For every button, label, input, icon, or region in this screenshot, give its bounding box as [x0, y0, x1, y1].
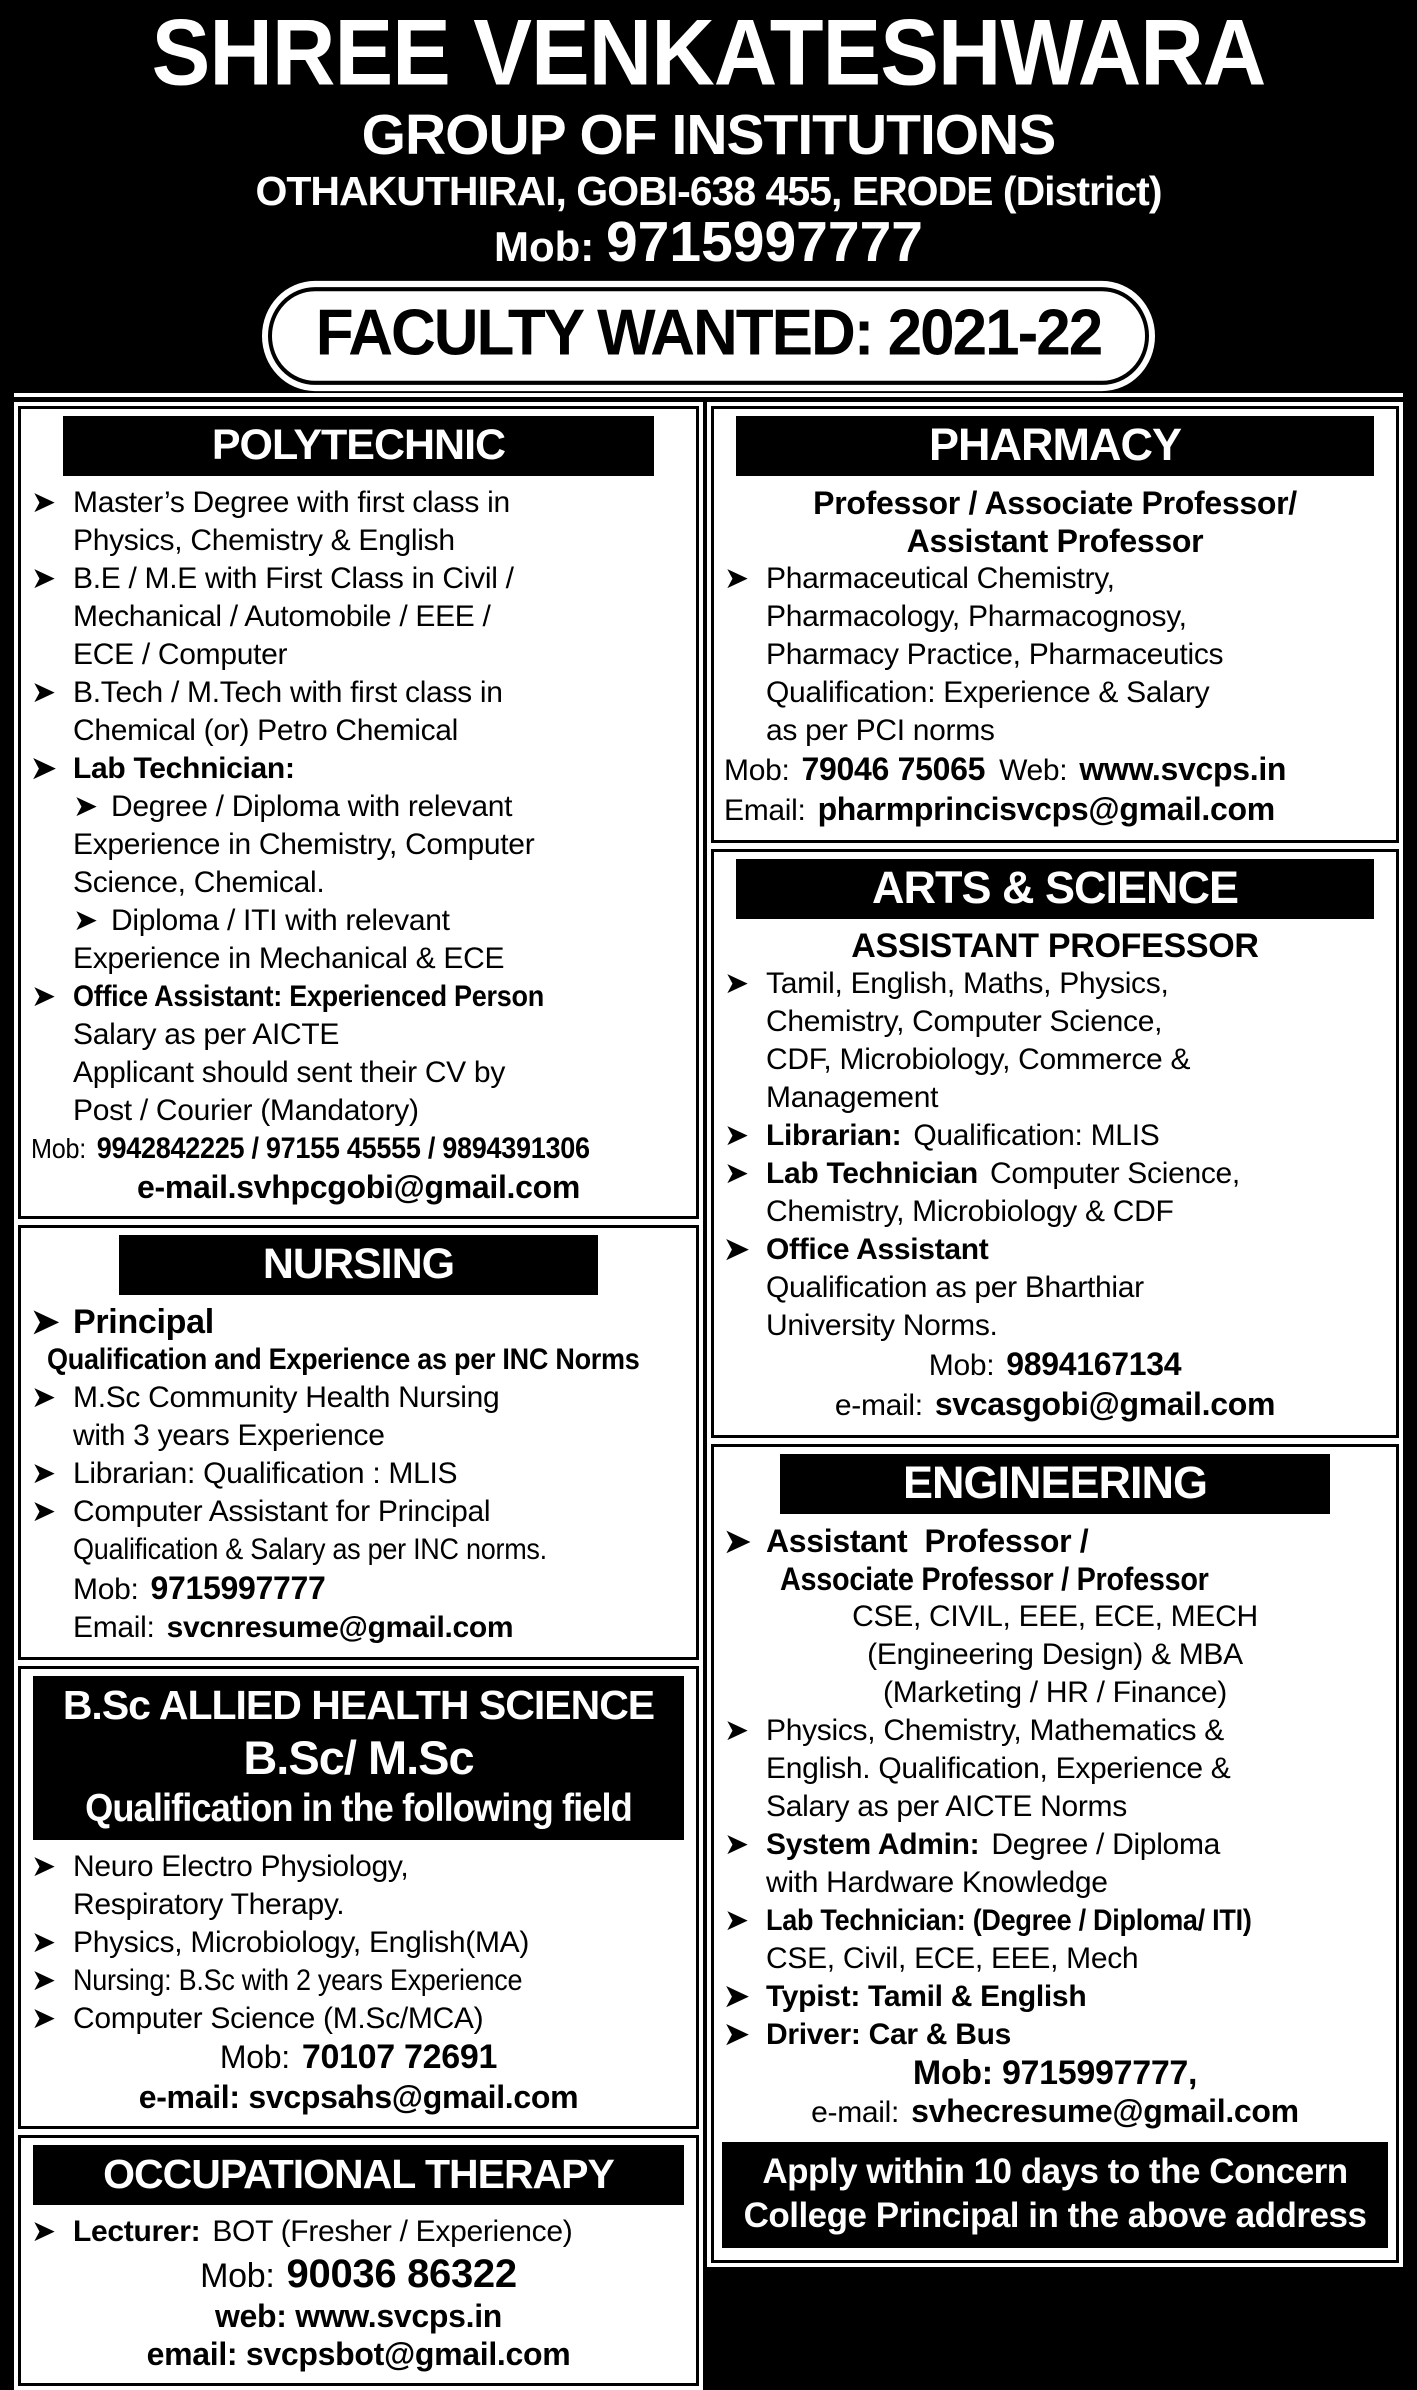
phone-number: 9715997777 — [150, 1570, 326, 1606]
ad-line: ➤ Lecturer: BOT (Fresher / Experience) — [27, 2213, 690, 2251]
phone-number: 90036 86322 — [286, 2252, 517, 2296]
bullet-arrow-icon: ➤ — [724, 967, 749, 1000]
bullet-arrow-icon: ➤ — [724, 1119, 749, 1152]
section-title: ENGINEERING — [780, 1454, 1330, 1514]
email-address: e-mail: svcasgobi@gmail.com — [834, 1386, 1276, 1422]
bullet-arrow-icon: ➤ — [31, 1303, 60, 1341]
bullet-arrow-icon: ➤ — [31, 1381, 56, 1414]
bullet-arrow-icon: ➤ — [31, 1457, 56, 1490]
institution-name: SHREE VENKATESHWARA — [151, 0, 1266, 105]
section-pharmacy — [711, 406, 1399, 843]
ad-line: University Norms. — [766, 1309, 998, 1342]
ad-line: ➤ Librarian: Qualification : MLIS — [27, 1455, 690, 1493]
section-engineering — [711, 1444, 1399, 2263]
phone-number: 9894167134 — [1006, 1346, 1182, 1382]
ad-line: ➤ Computer Assistant for Principal — [27, 1493, 690, 1531]
email-address: e-mail: svcpsahs@gmail.com — [138, 2079, 579, 2115]
ad-line: ➤ Physics, Chemistry, Mathematics & — [720, 1712, 1390, 1750]
role-line: ➤ Assistant Professor / — [724, 1523, 1089, 1559]
contact-mobile: Mob: 9942842225 / 97155 45555 / 9894391306 — [31, 1132, 590, 1165]
bullet-arrow-icon: ➤ — [31, 980, 56, 1013]
ad-line: ➤ Principal — [31, 1303, 214, 1341]
section-occupational-therapy — [18, 2135, 699, 2386]
section-title: B.Sc ALLIED HEALTH SCIENCE B.Sc/ M.Sc Qualification in the following field — [33, 1676, 684, 1840]
contact-mobile — [720, 2054, 1390, 2092]
bullet-arrow-icon: ➤ — [31, 486, 56, 519]
banner-wrap — [0, 289, 1417, 383]
bullet-arrow-icon: ➤ — [724, 562, 749, 595]
contact-mobile: Mob: 9715997777 — [73, 1570, 326, 1606]
ad-line: ➤ Neuro Electro Physiology, — [27, 1848, 690, 1886]
bullet-arrow-icon: ➤ — [724, 2018, 749, 2051]
email-address: Email: svcnresume@gmail.com — [73, 1611, 514, 1644]
ad-line: ➤ Typist: Tamil & English — [720, 1978, 1390, 2016]
contact-mobile: Mob: 70107 72691 — [219, 2038, 498, 2076]
bullet-arrow-icon: ➤ — [724, 1157, 749, 1190]
ad-line: Mechanical / Automobile / EEE / — [73, 600, 491, 633]
section-title: NURSING — [119, 1235, 598, 1295]
bullet-arrow-icon: ➤ — [31, 752, 56, 785]
bullet-arrow-icon: ➤ — [31, 2215, 56, 2248]
ad-line: ➤ Lab Technician Computer Science, — [720, 1155, 1390, 1193]
ad-line: ➤ Tamil, English, Maths, Physics, — [720, 965, 1390, 1003]
ad-line: Qualification: Experience & Salary — [766, 676, 1210, 709]
content-columns — [14, 393, 1403, 2390]
ad-line: as per PCI norms — [766, 714, 995, 747]
bullet-arrow-icon: ➤ — [31, 1495, 56, 1528]
section-title: PHARMACY — [736, 416, 1374, 476]
faculty-wanted-banner: FACULTY WANTED: 2021-22 — [268, 287, 1149, 385]
ad-line: ➤ Nursing: B.Sc with 2 years Experience — [27, 1962, 690, 2000]
website-url: web: www.svcps.in — [214, 2298, 503, 2334]
ad-line: Chemical (or) Petro Chemical — [73, 714, 459, 747]
ad-line: Qualification & Salary as per INC norms. — [73, 1533, 547, 1566]
phone-number: Mob: 9715997777, — [912, 2054, 1198, 2092]
ad-line: Respiratory Therapy. — [73, 1888, 345, 1921]
bullet-arrow-icon: ➤ — [724, 1828, 749, 1861]
mob-label: Mob: — [494, 223, 595, 270]
ad-line: ➤ B.E / M.E with First Class in Civil / — [27, 560, 690, 598]
ad-line: Pharmacology, Pharmacognosy, — [766, 600, 1187, 633]
ad-line: Science, Chemical. — [73, 866, 325, 899]
ad-line: Qualification and Experience as per INC Norms — [47, 1343, 640, 1376]
ad-line: Chemistry, Computer Science, — [766, 1005, 1163, 1038]
ad-line: CSE, CIVIL, EEE, ECE, MECH — [852, 1600, 1258, 1633]
ad-line: Salary as per AICTE — [73, 1018, 340, 1051]
ad-line: Salary as per AICTE Norms — [766, 1790, 1127, 1823]
ad-line: ➤ Lab Technician: (Degree / Diploma/ ITI) — [720, 1902, 1390, 1940]
role-line: Associate Professor / Professor — [780, 1561, 1209, 1597]
ad-line: ➤ Physics, Microbiology, English(MA) — [27, 1924, 690, 1962]
phone-number: 70107 72691 — [301, 2038, 498, 2076]
contact-mobile: Mob: 9894167134 — [928, 1346, 1182, 1382]
ad-line: ➤ Librarian: Qualification: MLIS — [720, 1117, 1390, 1155]
email-address: e-mail.svhpcgobi@gmail.com — [136, 1169, 581, 1205]
phone-number: 79046 75065 — [801, 751, 986, 787]
bullet-arrow-icon: ➤ — [724, 1980, 749, 2013]
ad-line: ➤ Office Assistant — [720, 1231, 1390, 1269]
right-column — [707, 402, 1403, 2267]
ad-line: Experience in Mechanical & ECE — [73, 942, 505, 975]
bullet-arrow-icon: ➤ — [724, 1233, 749, 1266]
ad-line: Management — [766, 1081, 939, 1114]
ad-line: ECE / Computer — [73, 638, 288, 671]
ad-line: ➤ Pharmaceutical Chemistry, — [720, 560, 1390, 598]
ad-header — [0, 0, 1417, 383]
institution-address: OTHAKUTHIRAI, GOBI-638 455, ERODE (District) — [255, 168, 1162, 214]
email-address: Email: pharmprincisvcps@gmail.com — [724, 791, 1275, 827]
section-arts-science — [711, 849, 1399, 1438]
ad-line: Experience in Chemistry, Computer — [73, 828, 535, 861]
ad-line: Physics, Chemistry & English — [73, 524, 455, 557]
ad-line: ➤ System Admin: Degree / Diploma — [720, 1826, 1390, 1864]
ad-line: English. Qualification, Experience & — [766, 1752, 1231, 1785]
ad-line: with Hardware Knowledge — [766, 1866, 1108, 1899]
apply-notice: Apply within 10 days to the Concern College Principal in the above address — [722, 2142, 1388, 2248]
bullet-arrow-icon: ➤ — [31, 676, 56, 709]
ad-line: (Marketing / HR / Finance) — [883, 1676, 1227, 1709]
ad-line: ➤ Computer Science (M.Sc/MCA) — [27, 2000, 690, 2038]
bullet-arrow-icon: ➤ — [31, 2002, 56, 2035]
ad-line: Chemistry, Microbiology & CDF — [766, 1195, 1174, 1228]
ad-line: CDF, Microbiology, Commerce & — [766, 1043, 1191, 1076]
bullet-arrow-icon: ➤ — [73, 904, 98, 937]
bullet-arrow-icon: ➤ — [724, 1714, 749, 1747]
bullet-arrow-icon: ➤ — [724, 1904, 749, 1937]
role-line: Assistant Professor — [906, 523, 1204, 559]
ad-line: ➤ Diploma / ITI with relevant — [27, 902, 690, 940]
ad-line: (Engineering Design) & MBA — [867, 1638, 1243, 1671]
ad-line: Qualification as per Bharthiar — [766, 1271, 1144, 1304]
ad-line: ➤ Lab Technician: — [27, 750, 690, 788]
ad-line: CSE, Civil, ECE, EEE, Mech — [766, 1942, 1139, 1975]
role-line: ASSISTANT PROFESSOR — [851, 927, 1259, 965]
bullet-arrow-icon: ➤ — [31, 1964, 56, 1997]
contact-mobile: Mob: 90036 86322 — [200, 2252, 517, 2296]
ad-line: Pharmacy Practice, Pharmaceutics — [766, 638, 1224, 671]
email-address: e-mail: svhecresume@gmail.com — [811, 2093, 1299, 2129]
section-title: ARTS & SCIENCE — [736, 859, 1374, 919]
contact-mobile: Mob: 79046 75065 Web: www.svcps.in — [724, 751, 1287, 787]
email-address: email: svcpsbot@gmail.com — [146, 2336, 571, 2372]
bullet-arrow-icon: ➤ — [31, 1850, 56, 1883]
ad-line: ➤ Office Assistant: Experienced Person — [27, 978, 690, 1016]
phone-number: 9715997777 — [605, 210, 923, 274]
bullet-arrow-icon: ➤ — [724, 1523, 751, 1559]
ad-line: ➤ Driver: Car & Bus — [720, 2016, 1390, 2054]
role-line: Professor / Associate Professor/ — [813, 485, 1297, 521]
ad-line: ➤ Master’s Degree with first class in — [27, 484, 690, 522]
section-allied-health — [18, 1666, 699, 2129]
ad-line: Applicant should sent their CV by — [73, 1056, 506, 1089]
institution-subtitle: GROUP OF INSTITUTIONS — [361, 103, 1056, 167]
website-url: www.svcps.in — [1079, 751, 1287, 787]
left-column — [14, 402, 703, 2390]
ad-line: with 3 years Experience — [73, 1419, 385, 1452]
header-mobile — [0, 210, 1417, 275]
ad-line: ➤ B.Tech / M.Tech with first class in — [27, 674, 690, 712]
bullet-arrow-icon: ➤ — [31, 562, 56, 595]
phone-number: 9942842225 / 97155 45555 / 9894391306 — [96, 1132, 590, 1165]
ad-line: Post / Courier (Mandatory) — [73, 1094, 419, 1127]
section-title: POLYTECHNIC — [63, 416, 654, 476]
section-nursing — [18, 1225, 699, 1660]
bullet-arrow-icon: ➤ — [73, 790, 98, 823]
section-title: OCCUPATIONAL THERAPY — [33, 2145, 684, 2205]
section-polytechnic — [18, 406, 699, 1219]
ad-line: ➤ M.Sc Community Health Nursing — [27, 1379, 690, 1417]
bullet-arrow-icon: ➤ — [31, 1926, 56, 1959]
ad-line: ➤ Degree / Diploma with relevant — [27, 788, 690, 826]
